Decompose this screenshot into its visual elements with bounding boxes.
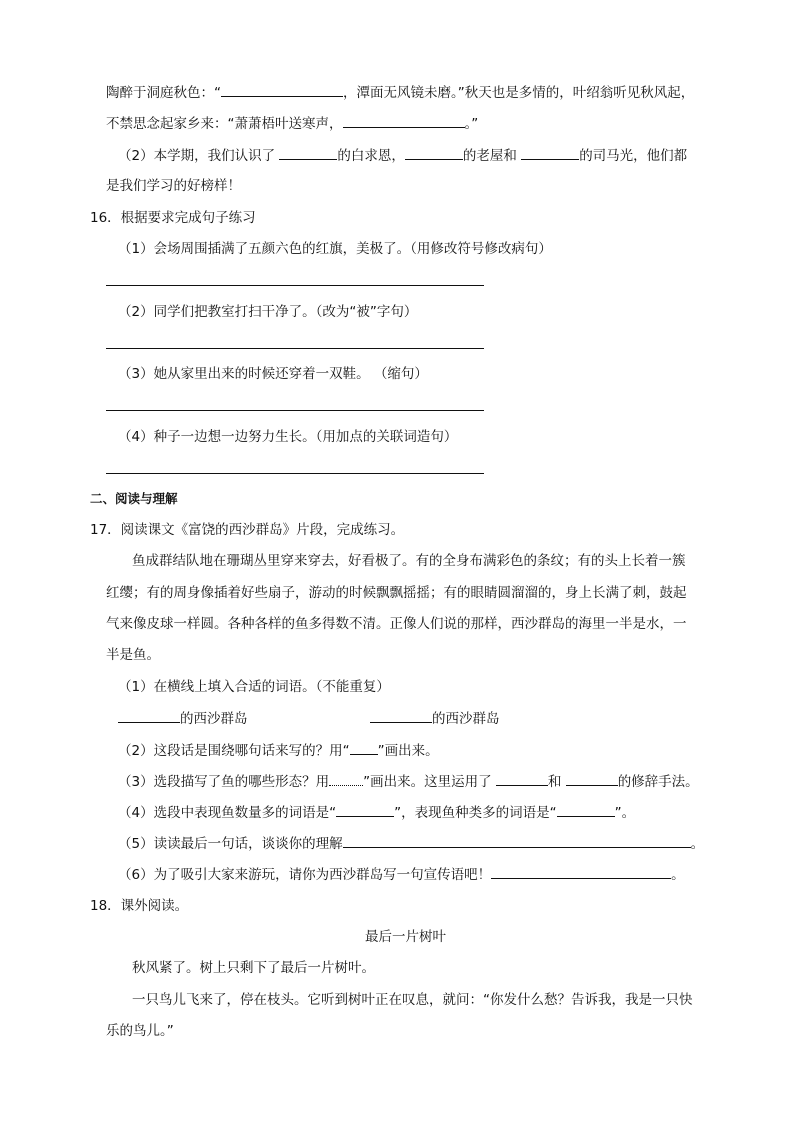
fill-blank[interactable]	[370, 708, 432, 723]
fill-blank[interactable]	[336, 802, 394, 817]
fill-blank[interactable]	[405, 145, 463, 160]
question-17-6	[118, 864, 685, 885]
answer-line[interactable]	[106, 348, 484, 349]
text: ”，表现鱼种类多的词语是“	[394, 805, 557, 821]
section-heading: 二、阅读与理解	[90, 491, 178, 506]
fill-blank[interactable]	[343, 833, 691, 848]
question-16-2: （2）同学们把教室打扫干净了。（改为“被”字句）	[118, 304, 418, 320]
text: 的司马光，他们都	[579, 148, 688, 164]
question-16: 16．根据要求完成句子练习	[90, 210, 256, 226]
fill-phrase-1	[118, 708, 248, 729]
fill-blank[interactable]	[221, 82, 343, 97]
text: 的老屋和	[462, 148, 517, 164]
text: 的修辞手法。	[617, 774, 699, 790]
question-17: 17．阅读课文《富饶的西沙群岛》片段，完成练习。	[90, 522, 405, 538]
question-17-2	[118, 740, 439, 761]
text: 。”	[464, 116, 479, 132]
answer-line[interactable]	[106, 410, 484, 411]
fill-phrase-2	[370, 708, 500, 729]
fill-blank[interactable]	[343, 113, 465, 128]
article-title: 最后一片树叶	[365, 929, 446, 945]
question-18: 18．课外阅读。	[90, 898, 189, 914]
text: ”画出来。	[377, 743, 439, 759]
question-16-4: （4）种子一边想一边努力生长。（用加点的关联词造句）	[118, 429, 458, 445]
question-17-3	[118, 771, 699, 792]
answer-line[interactable]	[106, 285, 484, 286]
question-17-5	[118, 833, 704, 854]
text: 陶醉于洞庭秋色：“	[106, 85, 221, 101]
text: 的西沙群岛	[432, 711, 500, 727]
text: 和	[547, 774, 562, 790]
fill-blank[interactable]	[491, 864, 671, 879]
fill-blank[interactable]	[118, 708, 180, 723]
text-line: 是我们学习的好榜样！	[106, 178, 241, 194]
answer-line[interactable]	[106, 473, 484, 474]
text: ”。	[614, 805, 636, 821]
poem-line-1	[106, 82, 694, 103]
passage-line: 鱼成群结队地在珊瑚丛里穿来穿去，好看极了。有的全身布满彩色的条纹；有的头上长着一簇	[132, 553, 686, 569]
fill-blank[interactable]	[279, 145, 337, 160]
wavy-line-mark	[329, 779, 363, 786]
fill-blank[interactable]	[521, 145, 579, 160]
question-16-3: （3）她从家里出来的时候还穿着一双鞋。 （缩句）	[118, 366, 428, 382]
question-15-2	[118, 145, 687, 166]
text: 不禁思念起家乡来：“萧萧梧叶送寒声，	[106, 116, 343, 132]
passage-line: 半是鱼。	[106, 647, 160, 663]
passage-line: 红缨；有的周身像插着好些扇子，游动的时候飘飘摇摇；有的眼睛圆溜溜的，身上长满了刺，鼓起	[106, 585, 687, 601]
text: ”画出来。这里运用了	[363, 774, 492, 790]
fill-blank[interactable]	[496, 771, 548, 786]
text: （6）为了吸引大家来游玩，请你为西沙群岛写一句宣传语吧！	[118, 867, 492, 883]
question-17-4	[118, 802, 635, 823]
text: 。	[671, 867, 685, 883]
text: （5）读读最后一句话，谈谈你的理解	[118, 836, 343, 852]
article-line: 秋风紧了。树上只剩下了最后一片树叶。	[132, 960, 375, 976]
text: （2）这段话是围绕哪句话来写的？用“	[118, 743, 350, 759]
question-16-1: （1）会场周围插满了五颜六色的红旗，美极了。（用修改符号修改病句）	[118, 241, 552, 257]
poem-line-2	[106, 113, 478, 134]
text: ，潭面无风镜未磨。”秋天也是多情的，叶绍翁听见秋风起，	[343, 85, 695, 101]
underline-mark	[350, 740, 378, 755]
passage-line: 气来像皮球一样圆。各种各样的鱼多得数不清。正像人们说的那样，西沙群岛的海里一半是水，一	[106, 616, 687, 632]
article-line: 一只鸟儿飞来了，停在枝头。它听到树叶正在叹息，就问：“你发什么愁？告诉我，我是一只快	[132, 992, 693, 1008]
text: （4）选段中表现鱼数量多的词语是“	[118, 805, 337, 821]
text: （3）选段描写了鱼的哪些形态？用	[118, 774, 330, 790]
fill-blank[interactable]	[566, 771, 618, 786]
question-17-1: （1）在横线上填入合适的词语。（不能重复）	[118, 679, 390, 695]
text: 。	[690, 836, 705, 852]
text: （2）本学期，我们认识了	[118, 148, 276, 164]
article-line: 乐的鸟儿。”	[106, 1023, 174, 1039]
text: 的白求恩，	[337, 148, 405, 164]
text: 的西沙群岛	[180, 711, 248, 727]
fill-blank[interactable]	[557, 802, 615, 817]
